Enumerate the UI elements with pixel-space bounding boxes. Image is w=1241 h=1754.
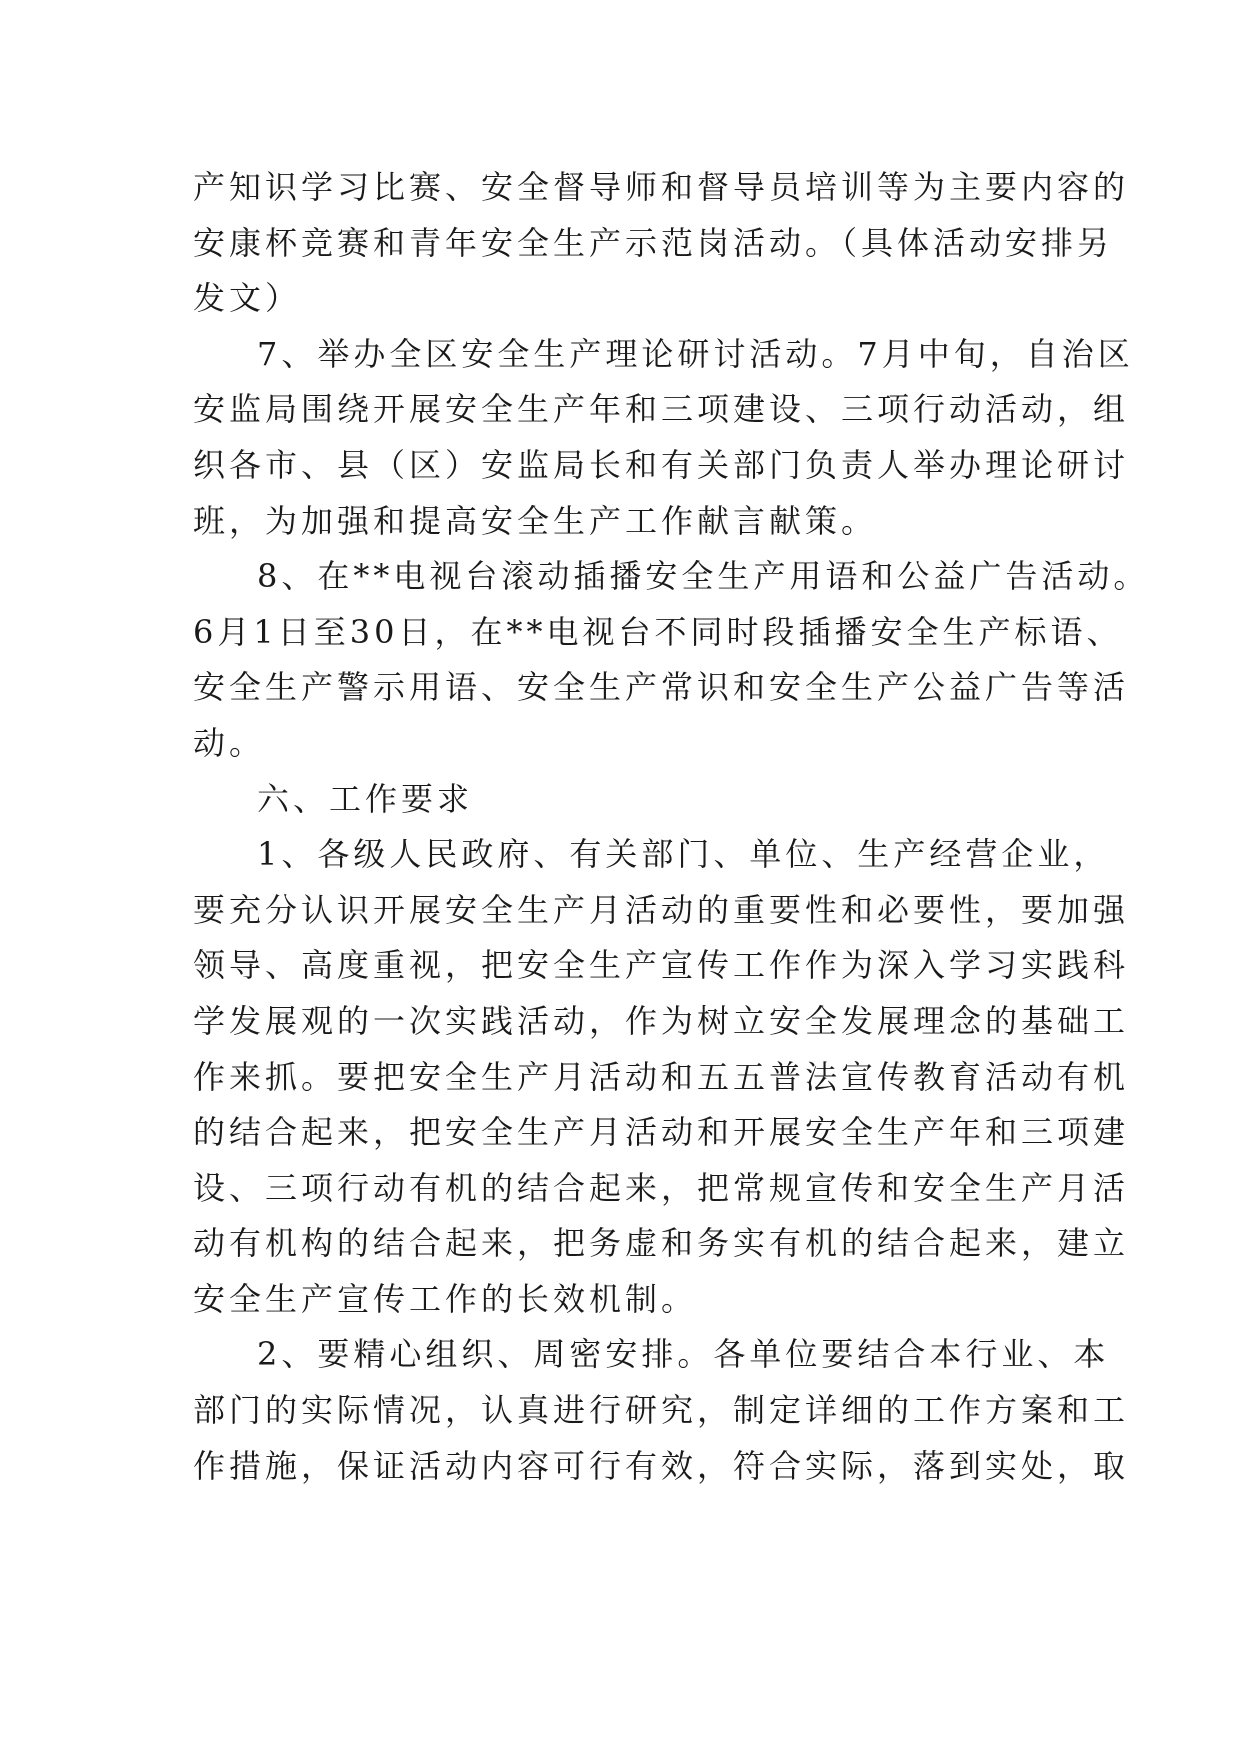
- text-line: 学发展观的一次实践活动，作为树立安全发展理念的基础工: [193, 1001, 1130, 1040]
- text-line: 的结合起来，把安全生产月活动和开展安全生产年和三项建: [193, 1113, 1130, 1152]
- text-line: 7、举办全区安全生产理论研讨活动。7月中旬，自治区: [257, 334, 1134, 373]
- document-body: [193, 160, 1150, 1494]
- text-line: 2、要精心组织、周密安排。各单位要结合本行业、本: [257, 1335, 1110, 1374]
- text-line: 班，为加强和提高安全生产工作献言献策。: [193, 501, 878, 540]
- text-line: 安全生产宣传工作的长效机制。: [193, 1279, 698, 1318]
- text-line: 安全生产警示用语、安全生产常识和安全生产公益广告等活: [193, 668, 1130, 707]
- text-line: 设、三项行动有机的结合起来，把常规宣传和安全生产月活: [193, 1168, 1130, 1207]
- text-line: 8、在**电视台滚动插播安全生产用语和公益广告活动。: [257, 557, 1150, 596]
- text-line: 动。: [193, 723, 266, 762]
- text-line: 织各市、县（区）安监局长和有关部门负责人举办理论研讨: [193, 445, 1130, 484]
- text-line: 产知识学习比赛、安全督导师和督导员培训等为主要内容的: [193, 168, 1130, 206]
- text-line: 1、各级人民政府、有关部门、单位、生产经营企业，: [257, 835, 1110, 874]
- text-line: 6月1日至30日，在**电视台不同时段插播安全生产标语、: [193, 612, 1123, 651]
- text-line: 部门的实际情况，认真进行研究，制定详细的工作方案和工: [193, 1391, 1130, 1430]
- text-line: 要充分认识开展安全生产月活动的重要性和必要性，要加强: [193, 890, 1130, 929]
- text-line: 领导、高度重视，把安全生产宣传工作作为深入学习实践科: [193, 946, 1130, 985]
- text-line: 动有机构的结合起来，把务虚和务实有机的结合起来，建立: [193, 1224, 1130, 1263]
- text-line: 安监局围绕开展安全生产年和三项建设、三项行动活动，组: [193, 390, 1130, 429]
- section-heading: 六、工作要求: [257, 779, 474, 818]
- text-line: 发文）: [193, 279, 302, 318]
- text-line: 作措施，保证活动内容可行有效，符合实际，落到实处，取: [193, 1446, 1130, 1485]
- text-line: 安康杯竞赛和青年安全生产示范岗活动。（具体活动安排另: [193, 223, 1114, 262]
- text-line: 作来抓。要把安全生产月活动和五五普法宣传教育活动有机: [193, 1057, 1130, 1096]
